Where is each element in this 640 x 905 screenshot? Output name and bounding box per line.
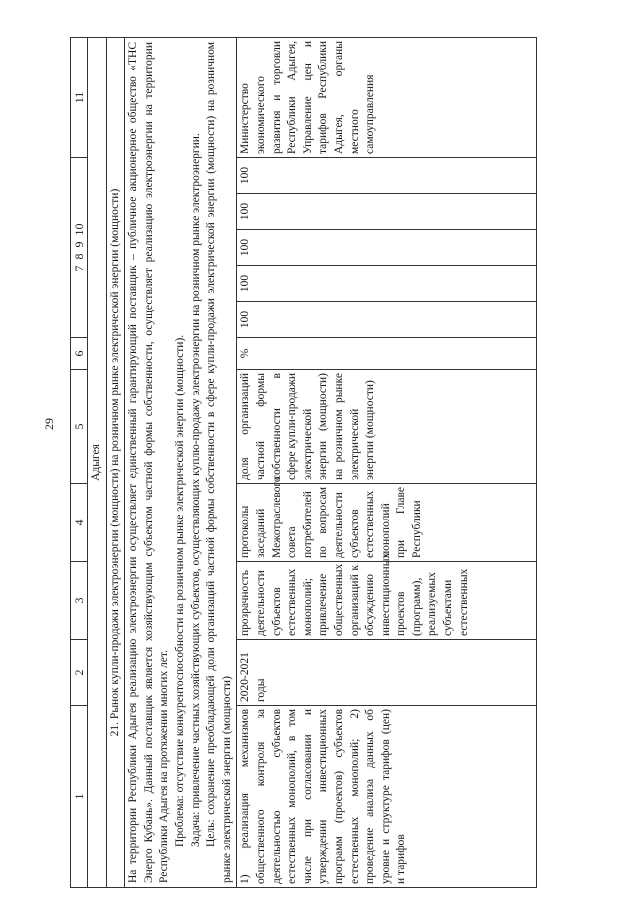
column-number-row [71, 38, 88, 888]
task-text: Задача: привлечение частных хозяйствующих субъектов, осуществляющих куплю-продажу электроэнергии на розничном рынке электроэнергии. [189, 133, 202, 847]
col-num-last: 11 [71, 38, 88, 158]
rotated-page-content [70, 38, 570, 888]
col-num-4: 4 [71, 484, 88, 562]
col-num-2: 2 [71, 640, 88, 706]
value-cell-2: 100 [237, 266, 537, 302]
unit-cell: % [237, 338, 537, 370]
section-row [106, 38, 125, 888]
page-number: 29 [42, 418, 56, 430]
value-cell-3: 100 [237, 230, 537, 266]
section-description [125, 38, 237, 888]
indicator-cell: доля организаций частной формы собственности в сфере купли-продажи электрической энергии (мощности) на розничном рынке электрической энергии (мощности) [237, 370, 537, 484]
col-num-3: 3 [71, 562, 88, 640]
region-title: Адыгея [88, 38, 107, 888]
period-cell: 2020-2021 годы [237, 640, 537, 706]
description-row [125, 38, 237, 888]
col-num-5: 5 [71, 370, 88, 484]
value-cell-5: 100 [237, 158, 537, 194]
problem-text: Проблема: отсутствие конкурентоспособности на розничном рынке электрической энергии (мощности). [173, 334, 186, 847]
col-num-6: 6 [71, 338, 88, 370]
measure-cell: 1) реализация механизмов общественного контроля за деятельностью субъектов естественных монополий, в том числе при согласовании и утверждении инвестиционных программ (проектов) субъектов естественных монополий; 2) проведение анализа данных об уровне и структуре тарифов (цен) и тарифов [237, 706, 537, 888]
col-num-1: 1 [71, 706, 88, 888]
value-cell-1: 100 [237, 302, 537, 338]
responsible-cell: Министерство экономического развития и торговли Республики Адыгея, Управление цен и тарифов Республики Адыгея, органы местного самоуправления [237, 38, 537, 158]
document-cell: протоколы заседаний Межотраслевого совета потребителей по вопросам деятельности субъектов естественных монополий при Главе Республики [237, 484, 537, 562]
col-num-7-11: 7 8 9 10 [71, 158, 88, 338]
section-title: 21. Рынок купли-продажи электроэнергии (мощности) на розничном рынке электрической энергии (мощности) [106, 38, 125, 888]
measure-row [237, 38, 537, 888]
result-cell: прозрачность деятельности субъектов естественных монополий; привлечение общественных организаций к обсуждению инвестиционных проектов (программ), реализуемых субъектами естественных [237, 562, 537, 640]
intro-text: На территории Республики Адыгея реализацию электроэнергии осуществляет единственный гарантирующий поставщик – публичное акционерное общество «ТНС Энерго Кубань». Данный поставщик является хозяйствующим субъектом частной формы собственности, осуществляет реализацию электроэнергии на территории Республики Адыгея на протяжении многих лет. [127, 42, 171, 883]
value-cell-4: 100 [237, 194, 537, 230]
goal-text: Цель: сохранение преобладающей доли организаций частной формы собственности в сфере купли-продажи электрической энергии (мощности) на розничном рынке электрической энергии (мощности) [205, 42, 233, 883]
program-table [70, 37, 537, 888]
region-row [88, 38, 107, 888]
